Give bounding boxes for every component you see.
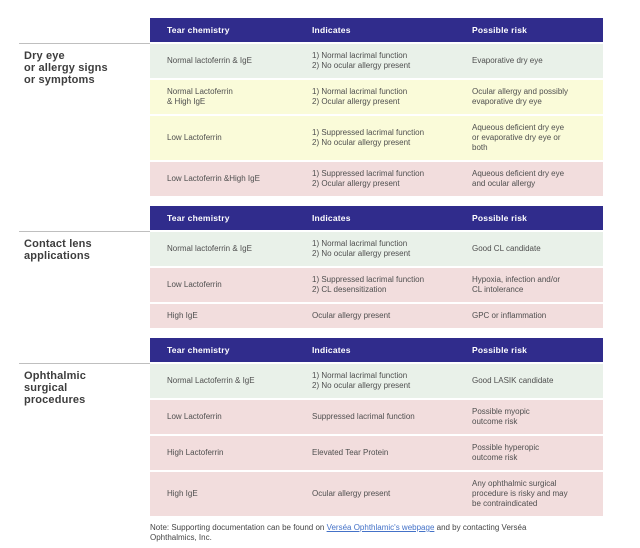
column-header-possible-risk: Possible risk	[455, 206, 603, 231]
table-row	[150, 303, 603, 329]
cell-indicates: Ocular allergy present	[295, 303, 455, 329]
table-header-row	[150, 18, 603, 43]
cell-possible-risk: GPC or inflammation	[455, 303, 603, 329]
column-header-possible-risk: Possible risk	[455, 338, 603, 363]
cell-possible-risk: Ocular allergy and possibly evaporative dry eye	[455, 79, 603, 115]
cell-tear-chemistry: Normal lactoferrin & IgE	[150, 231, 295, 267]
cell-indicates: 1) Normal lacrimal function 2) No ocular allergy present	[295, 43, 455, 79]
cell-indicates: Suppressed lacrimal function	[295, 399, 455, 435]
table-row	[150, 399, 603, 435]
column-header-indicates: Indicates	[295, 338, 455, 363]
contact-lens-table	[150, 206, 603, 330]
cell-indicates: 1) Normal lacrimal function 2) No ocular allergy present	[295, 231, 455, 267]
column-header-tear-chemistry: Tear chemistry	[150, 338, 295, 363]
cell-possible-risk: Aqueous deficient dry eye and ocular allergy	[455, 161, 603, 197]
cell-possible-risk: Good LASIK candidate	[455, 363, 603, 399]
cell-indicates: Elevated Tear Protein	[295, 435, 455, 471]
cell-tear-chemistry: High Lactoferrin	[150, 435, 295, 471]
column-header-possible-risk: Possible risk	[455, 18, 603, 43]
cell-indicates: 1) Normal lacrimal function 2) No ocular allergy present	[295, 363, 455, 399]
section-label-contact-lens: Contact lens applications	[19, 231, 150, 262]
cell-tear-chemistry: Low Lactoferrin &High IgE	[150, 161, 295, 197]
cell-possible-risk: Possible myopic outcome risk	[455, 399, 603, 435]
table-row	[150, 267, 603, 303]
section-label-column	[0, 206, 150, 262]
footnote-text: Ophthalmics, Inc.	[150, 532, 212, 542]
cell-tear-chemistry: Normal Lactoferrin & High IgE	[150, 79, 295, 115]
cell-indicates: Ocular allergy present	[295, 471, 455, 517]
table-header-row	[150, 206, 603, 231]
footnote-text: and by contacting Verséa	[434, 523, 527, 532]
cell-indicates: 1) Normal lacrimal function 2) Ocular allergy present	[295, 79, 455, 115]
column-header-indicates: Indicates	[295, 18, 455, 43]
table-row	[150, 231, 603, 267]
section-ophthalmic-surgical	[0, 338, 640, 518]
section-label-ophthalmic-surgical: Ophthalmic surgical procedures	[19, 363, 150, 406]
section-contact-lens	[0, 206, 640, 330]
section-label-dry-eye: Dry eye or allergy signs or symptoms	[19, 43, 150, 86]
table-row	[150, 435, 603, 471]
cell-possible-risk: Hypoxia, infection and/or CL intolerance	[455, 267, 603, 303]
cell-possible-risk: Aqueous deficient dry eye or evaporative dry eye or both	[455, 115, 603, 161]
cell-tear-chemistry: Normal Lactoferrin & IgE	[150, 363, 295, 399]
cell-indicates: 1) Suppressed lacrimal function 2) No ocular allergy present	[295, 115, 455, 161]
table-header-row	[150, 338, 603, 363]
cell-possible-risk: Possible hyperopic outcome risk	[455, 435, 603, 471]
cell-possible-risk: Good CL candidate	[455, 231, 603, 267]
versea-webpage-link[interactable]: Verséa Ophthlamic's webpage	[326, 523, 435, 532]
ophthalmic-surgical-table	[150, 338, 603, 518]
cell-tear-chemistry: Low Lactoferrin	[150, 399, 295, 435]
section-label-column	[0, 338, 150, 406]
cell-tear-chemistry: Low Lactoferrin	[150, 115, 295, 161]
table-row	[150, 43, 603, 79]
cell-indicates: 1) Suppressed lacrimal function 2) CL desensitization	[295, 267, 455, 303]
cell-indicates: 1) Suppressed lacrimal function 2) Ocular allergy present	[295, 161, 455, 197]
footnote-text: Note: Supporting documentation can be found on	[150, 523, 327, 532]
cell-tear-chemistry: High IgE	[150, 471, 295, 517]
column-header-tear-chemistry: Tear chemistry	[150, 18, 295, 43]
dry-eye-table	[150, 18, 603, 198]
footnote	[150, 523, 602, 542]
column-header-indicates: Indicates	[295, 206, 455, 231]
cell-tear-chemistry: Low Lactoferrin	[150, 267, 295, 303]
table-row	[150, 363, 603, 399]
section-dry-eye	[0, 18, 640, 198]
section-label-column	[0, 18, 150, 86]
table-row	[150, 115, 603, 161]
cell-possible-risk: Any ophthalmic surgical procedure is risky and may be contraindicated	[455, 471, 603, 517]
cell-tear-chemistry: High IgE	[150, 303, 295, 329]
column-header-tear-chemistry: Tear chemistry	[150, 206, 295, 231]
cell-tear-chemistry: Normal lactoferrin & IgE	[150, 43, 295, 79]
table-row	[150, 161, 603, 197]
cell-possible-risk: Evaporative dry eye	[455, 43, 603, 79]
table-row	[150, 471, 603, 517]
table-row	[150, 79, 603, 115]
